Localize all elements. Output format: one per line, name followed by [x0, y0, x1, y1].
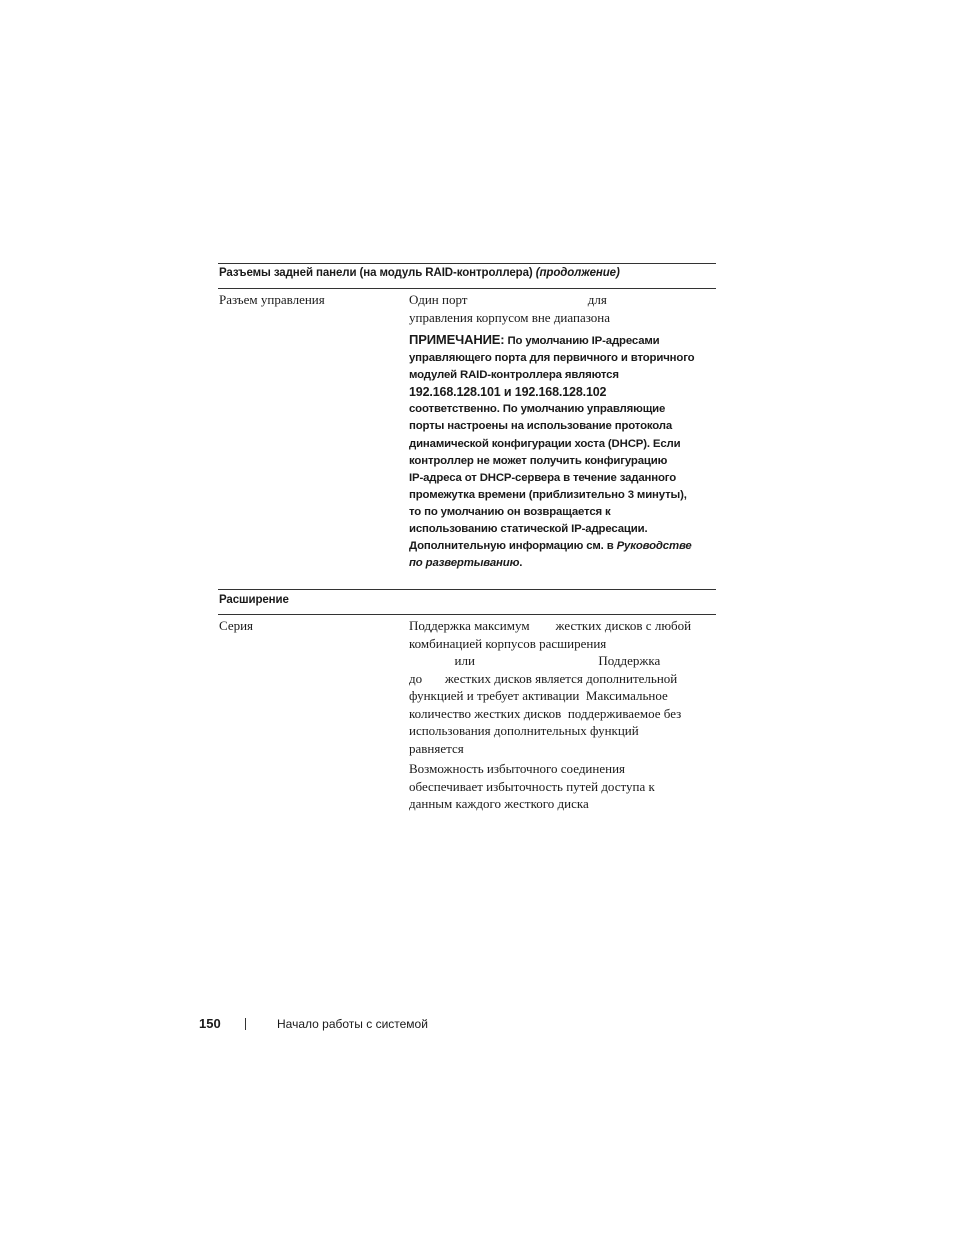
- row-desc-series: [409, 617, 716, 757]
- note-line: динамической конфигурации хоста (DHCP). Если: [409, 437, 681, 450]
- desc-line: обеспечивает избыточность путей доступа к: [409, 778, 655, 794]
- desc-line: Один порт для: [409, 292, 607, 307]
- desc-line: или Поддержка: [409, 653, 661, 668]
- note-line: Дополнительную информацию см. в: [409, 540, 617, 553]
- note-label: ПРИМЕЧАНИЕ:: [409, 332, 505, 347]
- note-line: соответственно. По умолчанию управляющие: [409, 403, 666, 416]
- table-header-rule: [218, 288, 716, 289]
- desc-line: управления корпусом вне диапазона: [409, 309, 611, 325]
- section-header-rule: [218, 614, 716, 615]
- row-label-series: Серия: [219, 618, 254, 633]
- section-title-expansion: Расширение: [219, 594, 289, 606]
- note-line: то по умолчанию он возвращается к: [409, 505, 611, 518]
- note-line: IP-адреса от DHCP-сервера в течение заданного: [409, 471, 677, 484]
- row-desc-management-port: [409, 291, 716, 326]
- table-title: [219, 267, 716, 279]
- desc-line: функцией и требует активации Максимальное: [409, 688, 668, 703]
- note-text: По умолчанию IP-адресами: [504, 335, 660, 347]
- note-line: модулей RAID-контроллера являются: [409, 369, 619, 382]
- note-block: [409, 331, 719, 572]
- table-title-continued: (продолжение): [535, 267, 620, 279]
- desc-line: количество жестких дисков поддерживаемое без: [409, 705, 682, 721]
- desc-line: комбинацией корпусов расширения: [409, 635, 607, 651]
- section-rule: [218, 589, 716, 590]
- page-number: 150: [199, 1016, 221, 1031]
- row-desc-series-redundancy: [409, 760, 716, 813]
- note-ip-addresses: 192.168.128.101 и 192.168.128.102: [409, 385, 607, 400]
- desc-line: использования дополнительных функций: [409, 723, 639, 738]
- page-footer: [199, 1016, 428, 1031]
- note-end: .: [519, 557, 523, 570]
- note-line: контроллер не может получить конфигурацию: [409, 454, 668, 467]
- note-reference-guide: Руководстве: [616, 540, 692, 553]
- note-reference-guide-cont: по развертыванию: [409, 557, 520, 570]
- desc-line: равняется: [409, 740, 464, 756]
- note-line: использованию статической IP-адресации.: [409, 523, 648, 536]
- note-line: управляющего порта для первичного и вторичного: [409, 352, 695, 365]
- table-title-main: Разъемы задней панели (на модуль RAID-контроллера): [219, 267, 533, 279]
- note-line: промежутка времени (приблизительно 3 минуты),: [409, 488, 687, 501]
- desc-line: данным каждого жесткого диска: [409, 796, 589, 811]
- footer-title: Начало работы с системой: [277, 1016, 428, 1031]
- desc-line: до жестких дисков является дополнительной: [409, 670, 678, 686]
- table-top-rule: [218, 263, 716, 264]
- row-label-management-port: Разъем управления: [219, 292, 325, 307]
- desc-line: Возможность избыточного соединения: [409, 761, 626, 776]
- note-line: порты настроены на использование протокола: [409, 420, 673, 433]
- desc-line: Поддержка максимум жестких дисков с любой: [409, 618, 692, 633]
- footer-separator: [245, 1018, 246, 1030]
